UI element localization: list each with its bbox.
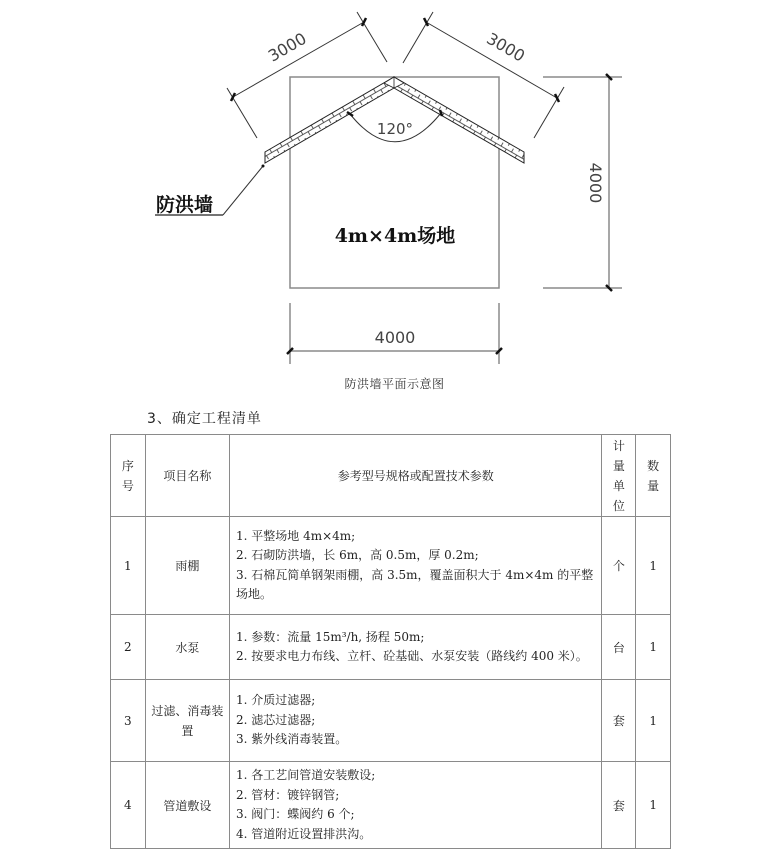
row-spec: 1. 各工艺间管道安装敷设; 2. 管材：镀锌钢管; 3. 阀门：蝶阀约 6 个; 4. 管道附近设置排洪沟。 xyxy=(229,762,602,849)
site-label: 4m×4m场地 xyxy=(334,225,456,247)
right-dimension xyxy=(403,12,564,138)
side-dimension xyxy=(543,74,622,291)
row-no: 1 xyxy=(111,517,146,615)
header-spec: 参考型号规格或配置技术参数 xyxy=(229,435,602,517)
row-qty: 1 xyxy=(636,517,671,615)
svg-text:4000: 4000 xyxy=(374,328,416,347)
row-name: 管道敷设 xyxy=(145,762,229,849)
table-row xyxy=(111,615,671,680)
header-unit: 计量单位 xyxy=(602,435,636,517)
angle-label: 120° xyxy=(376,120,414,138)
svg-text:4000: 4000 xyxy=(586,162,605,204)
svg-text:3000: 3000 xyxy=(264,28,310,66)
section-heading: 3、确定工程清单 xyxy=(147,411,262,427)
bottom-dimension xyxy=(287,303,502,364)
table-row xyxy=(111,762,671,849)
flood-wall-plan-drawing xyxy=(0,0,780,400)
row-unit: 个 xyxy=(602,517,636,615)
wall-label: 防洪墙 xyxy=(156,194,214,216)
row-qty: 1 xyxy=(636,615,671,680)
row-name: 雨棚 xyxy=(145,517,229,615)
row-qty: 1 xyxy=(636,680,671,762)
header-name: 项目名称 xyxy=(145,435,229,517)
row-name: 过滤、消毒装置 xyxy=(145,680,229,762)
left-dimension xyxy=(227,12,387,138)
row-unit: 套 xyxy=(602,762,636,849)
row-qty: 1 xyxy=(636,762,671,849)
row-spec: 1. 介质过滤器; 2. 滤芯过滤器; 3. 紫外线消毒装置。 xyxy=(229,680,602,762)
row-spec: 1. 参数：流量 15m³/h, 扬程 50m; 2. 按要求电力布线、立杆、砼基础、水泵安装（路线约 400 米）。 xyxy=(229,615,602,680)
row-unit: 套 xyxy=(602,680,636,762)
row-no: 3 xyxy=(111,680,146,762)
header-qty: 数量 xyxy=(636,435,671,517)
site-square xyxy=(290,77,499,288)
row-spec: 1. 平整场地 4m×4m; 2. 石砌防洪墙，长 6m，高 0.5m，厚 0.2m; 3. 石棉瓦简单钢架雨棚，高 3.5m，覆盖面积大于 4m×4m 的平整场地。 xyxy=(229,517,602,615)
wall-label-callout xyxy=(155,165,265,217)
bill-of-quantities-table xyxy=(110,434,671,849)
svg-text:3000: 3000 xyxy=(483,28,529,66)
table-header-row xyxy=(111,435,671,517)
row-unit: 台 xyxy=(602,615,636,680)
row-name: 水泵 xyxy=(145,615,229,680)
row-no: 2 xyxy=(111,615,146,680)
header-no: 序号 xyxy=(111,435,146,517)
table-row xyxy=(111,680,671,762)
table-row xyxy=(111,517,671,615)
drawing-caption: 防洪墙平面示意图 xyxy=(344,377,445,391)
row-no: 4 xyxy=(111,762,146,849)
